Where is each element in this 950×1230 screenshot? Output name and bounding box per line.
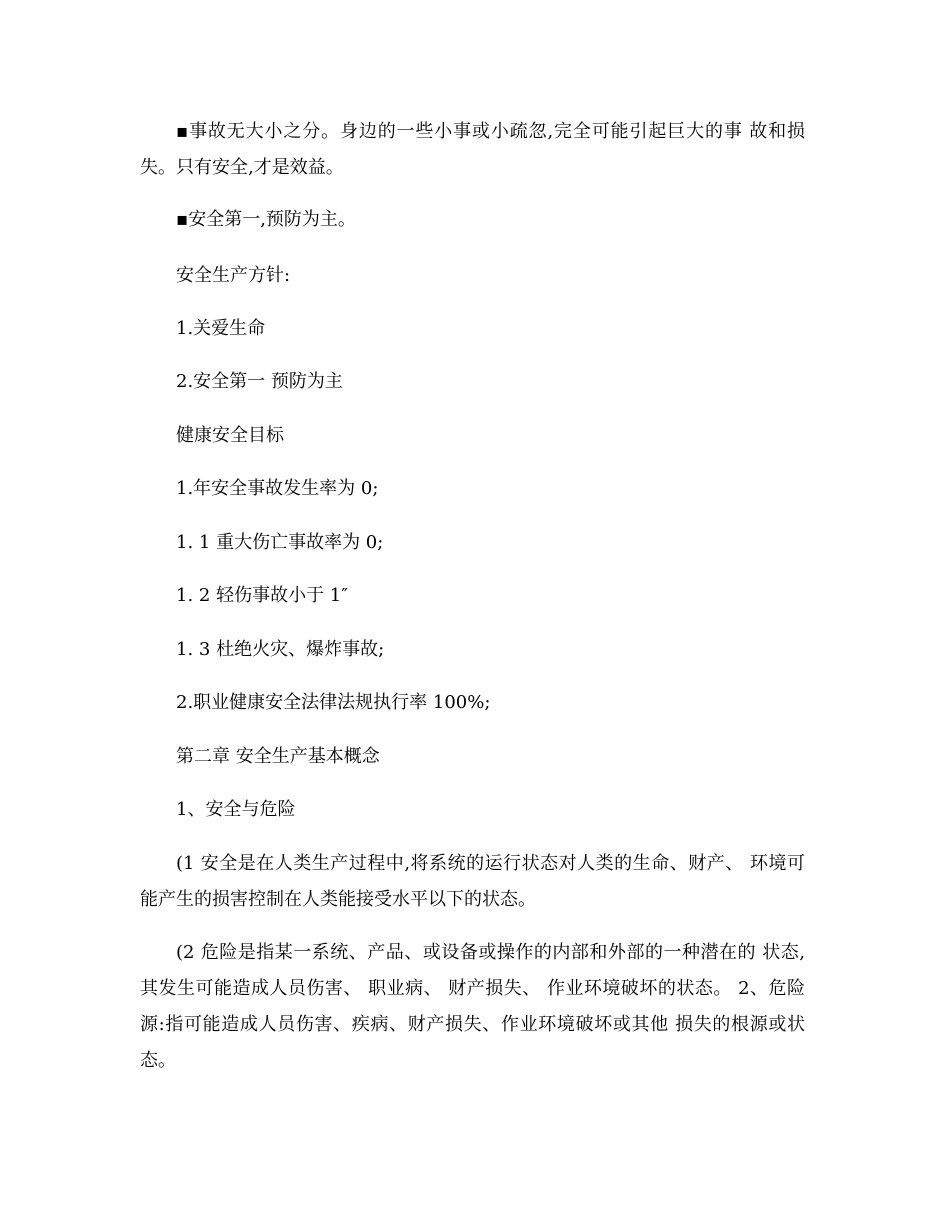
paragraph-goal-item-2: 2.职业健康安全法律法规执行率 100%;	[176, 692, 491, 713]
paragraph-goal-item-1-2: 1. 2 轻伤事故小于 1″	[176, 585, 348, 606]
paragraph-danger-definition: (2 危险是指某一系统、产品、或设备或操作的内部和外部的一种潜在的 状态,其发生可能造成人员伤害、 职业病、 财产损失、 作业环境破坏的状态。 2、危险源:指可能造成人员伤害、疾病、财产损失、作业环境破坏或其他 损失的根源或状态。	[140, 942, 805, 1071]
paragraph-goal-item-1: 1.年安全事故发生率为 0;	[176, 478, 379, 499]
chapter-heading: 第二章 安全生产基本概念	[176, 746, 380, 767]
paragraph-accident-size: ▪事故无大小之分。身边的一些小事或小疏忽,完全可能引起巨大的事 故和损失。只有安全,才是效益。	[140, 121, 805, 178]
paragraph-safety-first: ▪安全第一,预防为主。	[176, 209, 356, 230]
paragraph-goal-heading: 健康安全目标	[176, 425, 284, 446]
paragraph-goal-item-1-3: 1. 3 杜绝火灾、爆炸事故;	[176, 639, 385, 660]
paragraph-goal-item-1-1: 1. 1 重大伤亡事故率为 0;	[176, 532, 384, 553]
paragraph-policy-heading: 安全生产方针:	[176, 265, 291, 286]
paragraph-policy-item-2: 2.安全第一 预防为主	[176, 371, 343, 392]
paragraph-policy-item-1: 1.关爱生命	[176, 318, 266, 339]
section-heading-safety-danger: 1、安全与危险	[176, 799, 296, 820]
paragraph-safety-definition: (1 安全是在人类生产过程中,将系统的运行状态对人类的生命、财产、 环境可能产生的损害控制在人类能接受水平以下的状态。	[140, 853, 805, 910]
